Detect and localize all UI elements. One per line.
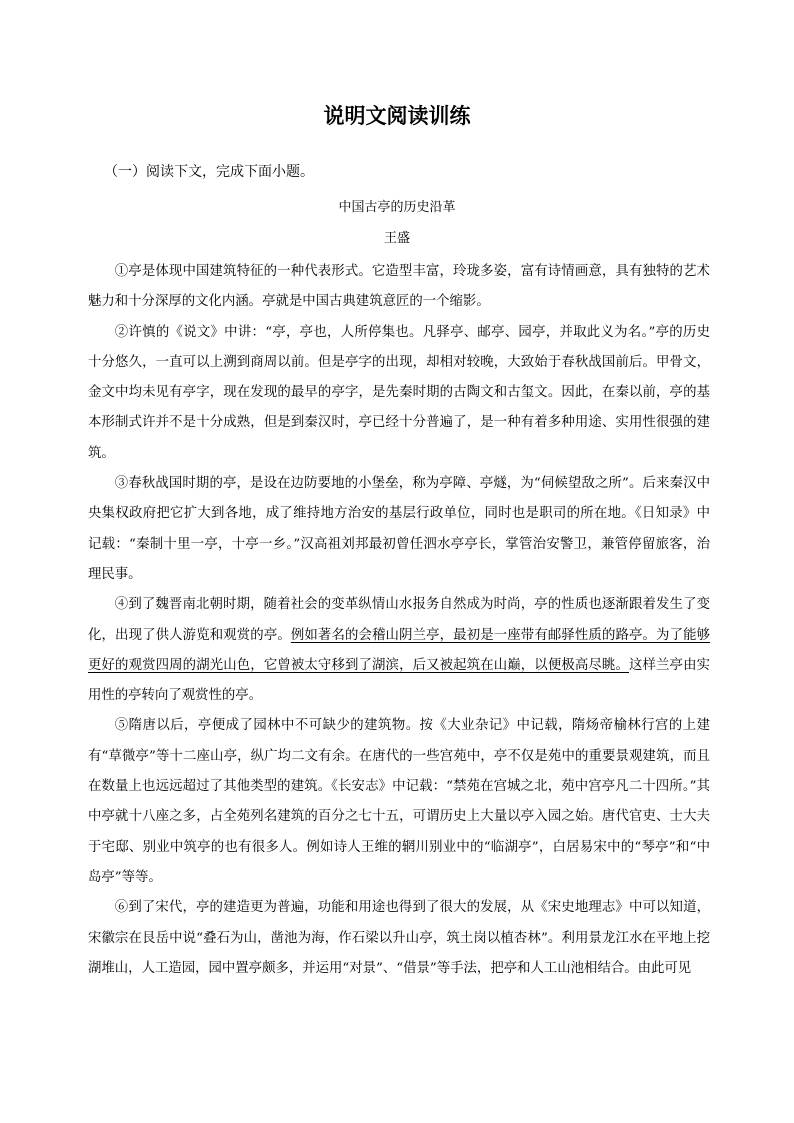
paragraph-6	[88, 893, 710, 984]
paragraph-4	[88, 590, 710, 711]
paragraph-1	[88, 257, 710, 318]
underlined-sentence: 例如著名的会稽山阴兰亭，最初是一座带有邮驿性质的路亭。为了能够更好的观赏四周的湖光山色，它曾被太守移到了湖滨，后又被起筑在山巅，以便极高尽眺。	[88, 627, 711, 673]
article-title: 中国古亭的历史沿革	[338, 200, 456, 215]
paragraph-text: ⑥到了宋代，亭的建造更为普遍，功能和用途也得到了很大的发展，从《宋史地理志》中可以知道，宋徽宗在艮岳中说“叠石为山，凿池为海，作石梁以升山亭，筑土岗以植杏林”。利用景龙江水在平地上挖湖堆山，人工造园，园中置亭颇多，并运用“对景”、“借景”等手法，把亭和人工山池相结合。由此可见	[88, 900, 710, 976]
paragraph-text: ④到了魏晋南北朝时期，随着社会的变革纵情山水报务自然成为时尚，亭的性质也逐渐跟着发生了变化，出现了供人游览和观赏的亭。	[88, 597, 710, 643]
paragraph-5	[88, 711, 710, 893]
paragraph-text-tail: 这样兰亭由实用性的亭转向了观赏性的亭。	[88, 657, 710, 704]
article-author: 王盛	[383, 231, 410, 246]
paragraph-text: ②许慎的《说文》中讲：“亭，亭也，人所停集也。凡驿亭、邮亭、园亭，并取此义为名。”亭的历史十分悠久，一直可以上溯到商周以前。但是亭字的出现，却相对较晚，大致始于春秋战国前后。甲骨文，金文中均未见有亭字，现在发现的最早的亭字，是先秦时期的古陶文和古玺文。因此，在秦以前，亭的基本形制式许并不是十分成熟，但是到秦汉时，亭已经十分普遍了，是一种有着多种用途、实用性很强的建筑。	[88, 324, 710, 461]
paragraph-text: ③春秋战国时期的亭，是设在边防要地的小堡垒，称为亭障、亭燧，为“伺候望敌之所”。后来秦汉中央集权政府把它扩大到各地，成了维持地方治安的基层行政单位，同时也是职司的所在地。《日知录》中记载：“秦制十里一亭，十亭一乡。”汉高祖刘邦最初曾任泗水亭亭长，掌管治安警卫，兼管停留旅客，治理民事。	[88, 476, 710, 582]
article-body	[88, 257, 710, 984]
paragraph-3	[88, 469, 710, 590]
paragraph-text: ⑤隋唐以后，亭便成了园林中不可缺少的建筑物。按《大业杂记》中记载，隋炀帝榆林行宫的上建有“草微亭”等十二座山亭，纵广均二文有余。在唐代的一些宫苑中，亭不仅是苑中的重要景观建筑，而且在数量上也远远超过了其他类型的建筑。《长安志》中记载：“禁苑在宫城之北，苑中宫亭凡二十四所。”其中亭就十八座之多，占全苑列名建筑的百分之七十五，可谓历史上大量以亭入园之始。唐代官吏、士大夫于宅邸、别业中筑亭的也有很多人。例如诗人王维的辋川别业中的“临湖亭”，白居易宋中的“琴亭”和“中岛亭”等等。	[88, 718, 710, 885]
page-title: 说明文阅读训练	[323, 104, 471, 128]
paragraph-2	[88, 318, 710, 469]
section-instruction: （一）阅读下文，完成下面小题。	[104, 164, 314, 180]
paragraph-text: ①亭是体现中国建筑特征的一种代表形式。它造型丰富，玲珑多姿，富有诗情画意，具有独特的艺术魅力和十分深厚的文化内涵。亭就是中国古典建筑意匠的一个缩影。	[88, 264, 710, 310]
